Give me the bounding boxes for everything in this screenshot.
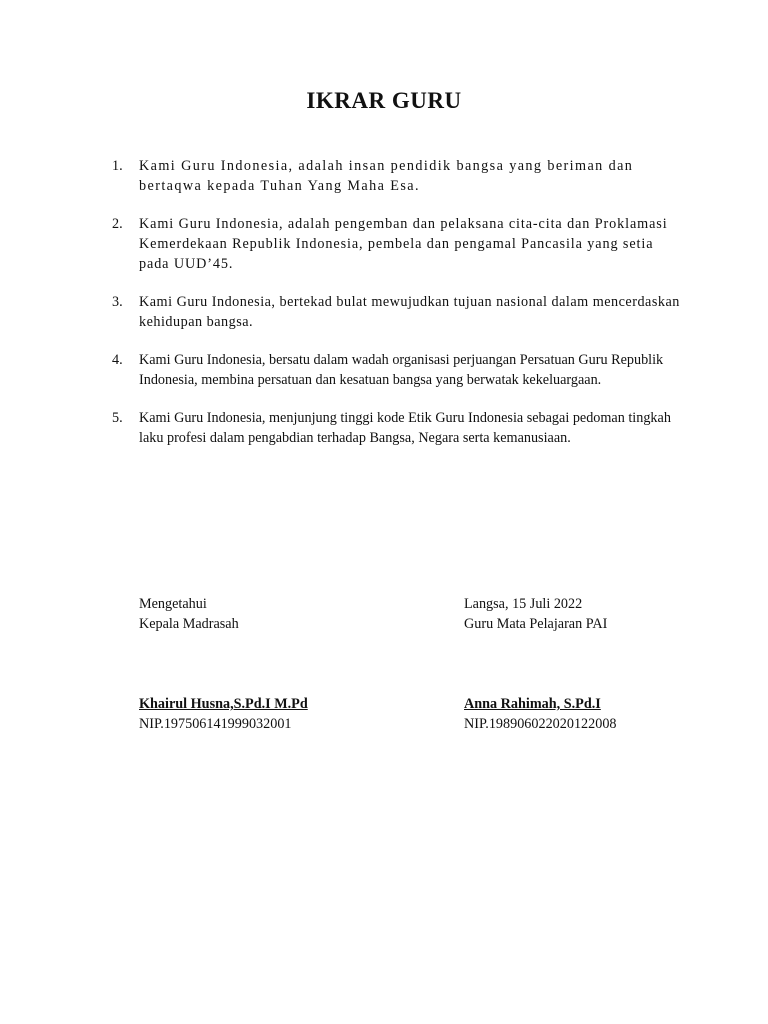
- signature-acknowledge-label: Mengetahui: [139, 596, 207, 612]
- list-item-text: Kami Guru Indonesia, adalah insan pendidik bangsa yang beriman dan bertaqwa kepada Tuhan Yang Maha Esa.: [139, 158, 634, 194]
- signature-block-left: [139, 594, 308, 734]
- list-item-text: Kami Guru Indonesia, adalah pengemban dan pelaksana cita-cita dan Proklamasi Kemerdekaan Republik Indonesia, pembela dan pengamal Pancasila yang setia pada UUD’45.: [139, 216, 668, 272]
- signatory-name: Anna Rahimah, S.Pd.I: [464, 696, 601, 712]
- signature-block-right: [464, 594, 617, 734]
- signatory-nip: NIP.198906022020122008: [464, 716, 617, 732]
- list-item-number: 2.: [112, 216, 123, 232]
- list-item: [112, 156, 682, 196]
- signature-role: Guru Mata Pelajaran PAI: [464, 616, 608, 632]
- list-item-text: Kami Guru Indonesia, bertekad bulat mewujudkan tujuan nasional dalam mencerdaskan kehidupan bangsa.: [139, 294, 680, 330]
- list-item-number: 3.: [112, 294, 123, 310]
- signatory-nip: NIP.197506141999032001: [139, 716, 292, 732]
- pledge-list: [112, 156, 682, 466]
- signature-role: Kepala Madrasah: [139, 616, 239, 632]
- document-title: IKRAR GURU: [306, 88, 462, 113]
- list-item-number: 5.: [112, 410, 123, 426]
- list-item-text: Kami Guru Indonesia, bersatu dalam wadah organisasi perjuangan Persatuan Guru Republik Indonesia, membina persatuan dan kesatuan bangsa yang berwatak kekeluargaan.: [139, 352, 664, 388]
- signatory-name: Khairul Husna,S.Pd.I M.Pd: [139, 696, 308, 712]
- list-item-number: 1.: [112, 158, 123, 174]
- list-item: [112, 292, 682, 332]
- list-item-text: Kami Guru Indonesia, menjunjung tinggi kode Etik Guru Indonesia sebagai pedoman tingkah laku profesi dalam pengabdian terhadap Bangsa, Negara serta kemanusiaan.: [139, 410, 671, 446]
- list-item: [112, 214, 682, 274]
- list-item: [112, 350, 682, 390]
- signature-place-date: Langsa, 15 Juli 2022: [464, 596, 583, 612]
- list-item-number: 4.: [112, 352, 123, 368]
- list-item: [112, 408, 682, 448]
